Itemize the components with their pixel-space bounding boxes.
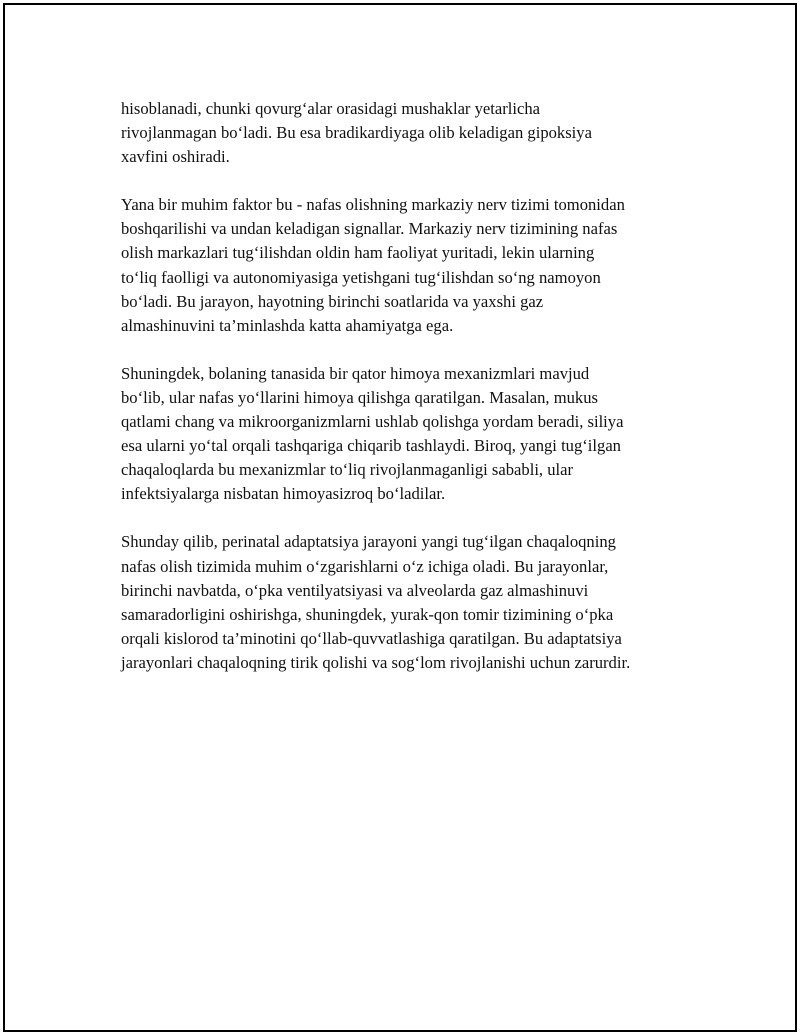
paragraph-2 xyxy=(121,193,701,338)
text-line: Shuningdek, bolaning tanasida bir qator himoya mexanizmlari mavjud xyxy=(121,363,590,383)
text-line: infektsiyalarga nisbatan himoyasizroq bo‘ladilar. xyxy=(121,484,446,504)
text-line: nafas olish tizimida muhim o‘zgarishlarni o‘z ichiga oladi. Bu jarayonlar, xyxy=(121,556,609,576)
paragraph-1 xyxy=(121,97,701,169)
text-line: to‘liq faolligi va autonomiyasiga yetishgani tug‘ilishdan so‘ng namoyon xyxy=(121,267,601,287)
text-line: orqali kislorod ta’minotini qo‘llab-quvvatlashiga qaratilgan. Bu adaptatsiya xyxy=(121,628,622,648)
text-line: bo‘ladi. Bu jarayon, hayotning birinchi soatlarida va yaxshi gaz xyxy=(121,291,544,311)
page-frame xyxy=(3,3,797,1032)
text-line: olish markazlari tug‘ilishdan oldin ham faoliyat yuritadi, lekin ularning xyxy=(121,243,595,263)
text-line: rivojlanmagan bo‘ladi. Bu esa bradikardiyaga olib keladigan gipoksiya xyxy=(121,123,592,143)
text-line: esa ularni yo‘tal orqali tashqariga chiqarib tashlaydi. Biroq, yangi tug‘ilgan xyxy=(121,436,621,456)
paragraph-4 xyxy=(121,530,701,675)
text-line: hisoblanadi, chunki qovurg‘alar orasidagi mushaklar yetarlicha xyxy=(121,99,541,118)
text-line: boshqarilishi va undan keladigan signallar. Markaziy nerv tizimining nafas xyxy=(121,219,618,239)
text-line: qatlami chang va mikroorganizmlarni ushlab qolishga yordam beradi, siliya xyxy=(121,412,624,432)
text-line: almashinuvini ta’minlashda katta ahamiyatga ega. xyxy=(121,315,454,335)
text-line: birinchi navbatda, o‘pka ventilyatsiyasi va alveolarda gaz almashinuvi xyxy=(121,580,589,600)
text-line: samaradorligini oshirishga, shuningdek, yurak-qon tomir tizimining o‘pka xyxy=(121,604,614,624)
page-body-text xyxy=(121,97,701,699)
text-line: Yana bir muhim faktor bu - nafas olishning markaziy nerv tizimi tomonidan xyxy=(121,195,625,215)
text-line: jarayonlari chaqaloqning tirik qolishi va sog‘lom rivojlanishi uchun zarurdir. xyxy=(121,652,631,672)
paragraph-3 xyxy=(121,362,701,507)
text-line: bo‘lib, ular nafas yo‘llarini himoya qilishga qaratilgan. Masalan, mukus xyxy=(121,387,598,407)
text-line: Shunday qilib, perinatal adaptatsiya jarayoni yangi tug‘ilgan chaqaloqning xyxy=(121,532,616,552)
text-line: chaqaloqlarda bu mexanizmlar to‘liq rivojlanmaganligi sababli, ular xyxy=(121,460,574,480)
text-line: xavfini oshiradi. xyxy=(121,147,230,167)
